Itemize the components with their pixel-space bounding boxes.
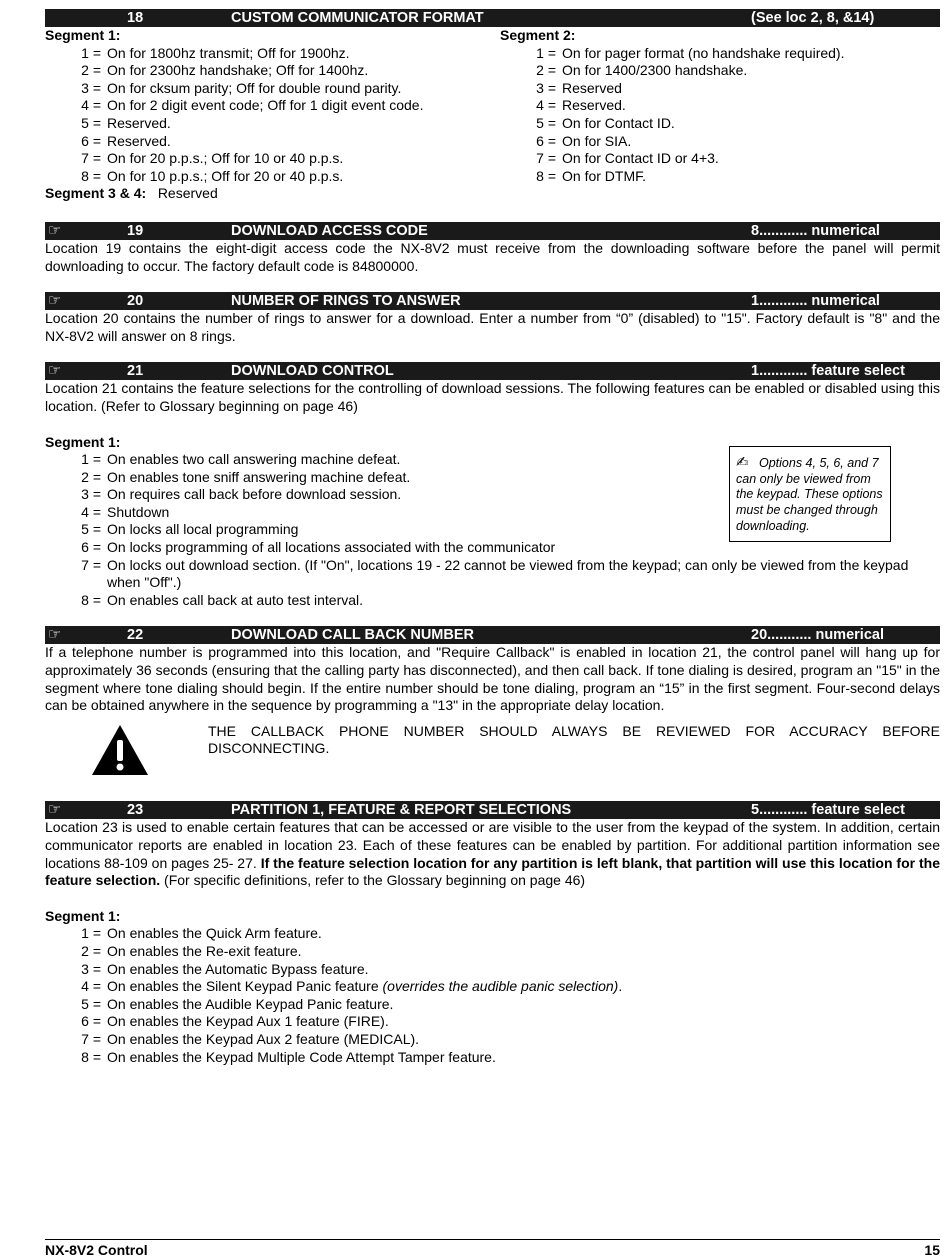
- item-text: On for 2 digit event code; Off for 1 digit event code.: [107, 97, 424, 114]
- item-number: 4 =: [536, 97, 556, 114]
- item-text: On enables the Re-exit feature.: [107, 942, 302, 959]
- section-23-header: [45, 801, 940, 819]
- section-number: 22: [127, 627, 144, 644]
- section-number: 20: [127, 293, 144, 310]
- item-text: On enables the Audible Keypad Panic feature.: [107, 995, 394, 1012]
- item-text: On for 20 p.p.s.; Off for 10 or 40 p.p.s.: [107, 150, 344, 167]
- section-title: NUMBER OF RINGS TO ANSWER: [231, 293, 461, 310]
- section-18-header: [45, 9, 940, 27]
- item-number: 5 =: [81, 114, 101, 131]
- item-number: 2 =: [81, 468, 101, 485]
- list-item: [500, 133, 940, 151]
- segment-label: Segment 1:: [45, 907, 121, 924]
- item-text: On for 10 p.p.s.; Off for 20 or 40 p.p.s.: [107, 167, 344, 184]
- list-item: [45, 1049, 940, 1067]
- list-item: [500, 45, 940, 63]
- warning-triangle-icon: [45, 723, 208, 782]
- section-spec: 1............ feature select: [751, 363, 905, 380]
- list-item: [45, 1013, 940, 1031]
- segment-3-4: [45, 185, 940, 203]
- segment-2-list: [500, 45, 940, 186]
- list-item: [500, 150, 940, 168]
- item-number: 6 =: [81, 132, 101, 149]
- list-item: [45, 62, 500, 80]
- item-text: Reserved: [562, 79, 622, 96]
- section-number: 23: [127, 802, 144, 819]
- item-number: 7 =: [536, 150, 556, 167]
- section-title: PARTITION 1, FEATURE & REPORT SELECTIONS: [231, 802, 572, 819]
- section-18-body: [45, 27, 940, 185]
- section-title: CUSTOM COMMUNICATOR FORMAT: [231, 10, 484, 26]
- list-item: [45, 97, 500, 115]
- footer-title: NX-8V2 Control: [45, 1242, 148, 1258]
- list-item: [45, 150, 500, 168]
- item-text: Reserved.: [562, 97, 626, 114]
- section-19-text: Location 19 contains the eight-digit access code the NX-8V2 must receive from the downloading software before the panel will permit downloading to occur. The factory default code is 84800000.: [45, 239, 940, 274]
- item-number: 7 =: [81, 150, 101, 167]
- item-text: On locks all local programming: [107, 521, 299, 538]
- section-number: 18: [127, 10, 144, 26]
- section-19-header: [45, 222, 940, 240]
- item-text: On enables the Quick Arm feature.: [107, 925, 322, 942]
- section-spec: 5............ feature select: [751, 802, 905, 819]
- item-text: On requires call back before download session.: [107, 486, 402, 503]
- item-text: On for DTMF.: [562, 167, 647, 184]
- item-number: 6 =: [536, 132, 556, 149]
- item-number: 7 =: [81, 1030, 101, 1047]
- pencil-note-icon: ✍: [736, 454, 749, 471]
- list-item: [45, 592, 940, 610]
- list-item: [500, 115, 940, 133]
- item-text: On locks out download section. (If "On", locations 19 - 22 cannot be viewed from the keypad; can only be viewed from the keypad when "Off".): [107, 556, 909, 591]
- section-spec: 20........... numerical: [751, 627, 884, 644]
- item-number: 3 =: [81, 960, 101, 977]
- item-number: 3 =: [536, 79, 556, 96]
- item-text: On for 2300hz handshake; Off for 1400hz.: [107, 62, 369, 79]
- item-text: On enables call back at auto test interval.: [107, 591, 364, 608]
- item-number: 8 =: [536, 167, 556, 184]
- section-reference: (See loc 2, 8, &14): [751, 10, 875, 26]
- segment-label: Segment 2:: [500, 27, 576, 43]
- item-number: 1 =: [81, 44, 101, 61]
- list-item: [45, 943, 940, 961]
- list-item: [45, 925, 940, 943]
- pointing-hand-icon: ☞: [48, 221, 62, 239]
- item-text: On enables the Keypad Aux 1 feature (FIRE).: [107, 1013, 389, 1030]
- item-text: On enables the Automatic Bypass feature.: [107, 960, 369, 977]
- list-item: [45, 80, 500, 98]
- list-item: [45, 1031, 940, 1049]
- section-number: 19: [127, 222, 144, 239]
- item-number: 3 =: [81, 79, 101, 96]
- item-number: 5 =: [536, 114, 556, 131]
- list-item: [45, 996, 940, 1014]
- warning-text: THE CALLBACK PHONE NUMBER SHOULD ALWAYS BE REVIEWED FOR ACCURACY BEFORE DISCONNECTING.: [208, 722, 940, 757]
- item-text: On for Contact ID or 4+3.: [562, 150, 719, 167]
- page-number: 15: [924, 1242, 940, 1258]
- segment-label: Segment 3 & 4:: [45, 185, 147, 202]
- italic-text-run: (overrides the audible panic selection): [382, 978, 619, 995]
- list-item: [45, 539, 940, 557]
- item-text: [107, 978, 940, 996]
- item-text: On for Contact ID.: [562, 114, 675, 131]
- text-run: .: [618, 978, 623, 995]
- item-text: Shutdown: [107, 503, 170, 520]
- item-number: 4 =: [81, 97, 101, 114]
- segment-1-list: [45, 925, 940, 1066]
- segment-1-list: [45, 45, 500, 186]
- section-title: DOWNLOAD CALL BACK NUMBER: [231, 627, 474, 644]
- item-number: 6 =: [81, 1013, 101, 1030]
- item-text: On for cksum parity; Off for double round parity.: [107, 79, 402, 96]
- text-run: Location 23 is used to enable certain features that can be accessed or are visible to the user from the keypad of the system. In addition, certain communicator reports are enabled in location 23. Each of these features can be enabled by partition. For additional partition information see locations 88-109 on pages 25- 27.: [45, 819, 940, 871]
- item-number: 2 =: [81, 942, 101, 959]
- item-number: 2 =: [81, 62, 101, 79]
- list-item: [45, 168, 500, 186]
- note-box: [729, 446, 891, 542]
- item-number: 1 =: [536, 44, 556, 61]
- note-text: Options 4, 5, 6, and 7 can only be viewed from the keypad. These options must be changed through downloading.: [736, 456, 883, 533]
- list-item: [45, 978, 940, 996]
- item-number: 4 =: [81, 978, 101, 995]
- item-number: 2 =: [536, 62, 556, 79]
- item-text: On for 1400/2300 handshake.: [562, 62, 748, 79]
- item-text: On enables two call answering machine defeat.: [107, 451, 401, 468]
- bold-text-run: If the feature selection location for any partition is left blank, that partition will use this location for the feature selection.: [45, 854, 940, 889]
- item-number: 8 =: [81, 591, 101, 608]
- item-text: Reserved.: [107, 114, 171, 131]
- item-number: 4 =: [81, 503, 101, 520]
- item-number: 3 =: [81, 486, 101, 503]
- item-text: On for SIA.: [562, 132, 632, 149]
- section-spec: 1............ numerical: [751, 293, 880, 310]
- item-number: 5 =: [81, 521, 101, 538]
- list-item: [45, 45, 500, 63]
- item-number: 8 =: [81, 167, 101, 184]
- item-text: On enables the Keypad Multiple Code Attempt Tamper feature.: [107, 1048, 496, 1065]
- section-spec: 8............ numerical: [751, 222, 880, 239]
- pointing-hand-icon: ☞: [48, 362, 62, 380]
- text-run: (For specific definitions, refer to the Glossary beginning on page 46): [160, 872, 586, 889]
- item-number: 1 =: [81, 925, 101, 942]
- item-text: On for 1800hz transmit; Off for 1900hz.: [107, 44, 350, 61]
- section-22-text: If a telephone number is programmed into this location, and "Require Callback" is enabled in location 21, the control panel will hang up for approximately 36 seconds (ensuring that the calling party has disconnected), and then call back. If tone dialing is desired, program an "15" in the segment where tone dialing should begin. If the entire number should be tone dialing, program an “15” in the first segment. Four-second delays can be obtained anywhere in the sequence by programming a "13" in the appropriate delay location.: [45, 644, 940, 714]
- segment-value: Reserved: [157, 185, 218, 202]
- item-number: 7 =: [81, 556, 101, 573]
- item-text: On enables tone sniff answering machine defeat.: [107, 468, 411, 485]
- list-item: [45, 961, 940, 979]
- item-text: Reserved.: [107, 132, 171, 149]
- pointing-hand-icon: ☞: [48, 801, 62, 819]
- item-text: On enables the Keypad Aux 2 feature (MEDICAL).: [107, 1030, 420, 1047]
- list-item: [500, 80, 940, 98]
- page-footer: [45, 1239, 940, 1260]
- item-number: 1 =: [81, 451, 101, 468]
- list-item: [45, 115, 500, 133]
- pointing-hand-icon: ☞: [48, 626, 62, 644]
- segment-label: Segment 1:: [45, 433, 121, 450]
- list-item: [500, 97, 940, 115]
- item-text: On for pager format (no handshake required).: [562, 44, 845, 61]
- section-21-header: [45, 362, 940, 380]
- list-item: [45, 133, 500, 151]
- list-item: [500, 62, 940, 80]
- section-20-text: Location 20 contains the number of rings to answer for a download. Enter a number from “0” (disabled) to "15". Factory default is "8" and the NX-8V2 will answer on 8 rings.: [45, 310, 940, 344]
- list-item: [500, 168, 940, 186]
- item-text: On locks programming of all locations associated with the communicator: [107, 539, 556, 556]
- section-23-text: [45, 819, 940, 889]
- text-run: On enables the Silent Keypad Panic feature: [107, 978, 383, 995]
- section-21-text: Location 21 contains the feature selections for the controlling of download sessions. The following features can be enabled or disabled using this location. (Refer to Glossary beginning on page 46): [45, 380, 940, 414]
- section-20-header: [45, 292, 940, 310]
- item-number: 6 =: [81, 539, 101, 556]
- pointing-hand-icon: ☞: [48, 292, 62, 310]
- segment-label: Segment 1:: [45, 27, 121, 43]
- list-item: [45, 557, 940, 592]
- warning-block: [45, 723, 940, 782]
- section-title: DOWNLOAD ACCESS CODE: [231, 222, 428, 239]
- section-22-header: [45, 626, 940, 644]
- item-number: 5 =: [81, 995, 101, 1012]
- section-title: DOWNLOAD CONTROL: [231, 363, 394, 380]
- section-number: 21: [127, 363, 144, 380]
- item-number: 8 =: [81, 1048, 101, 1065]
